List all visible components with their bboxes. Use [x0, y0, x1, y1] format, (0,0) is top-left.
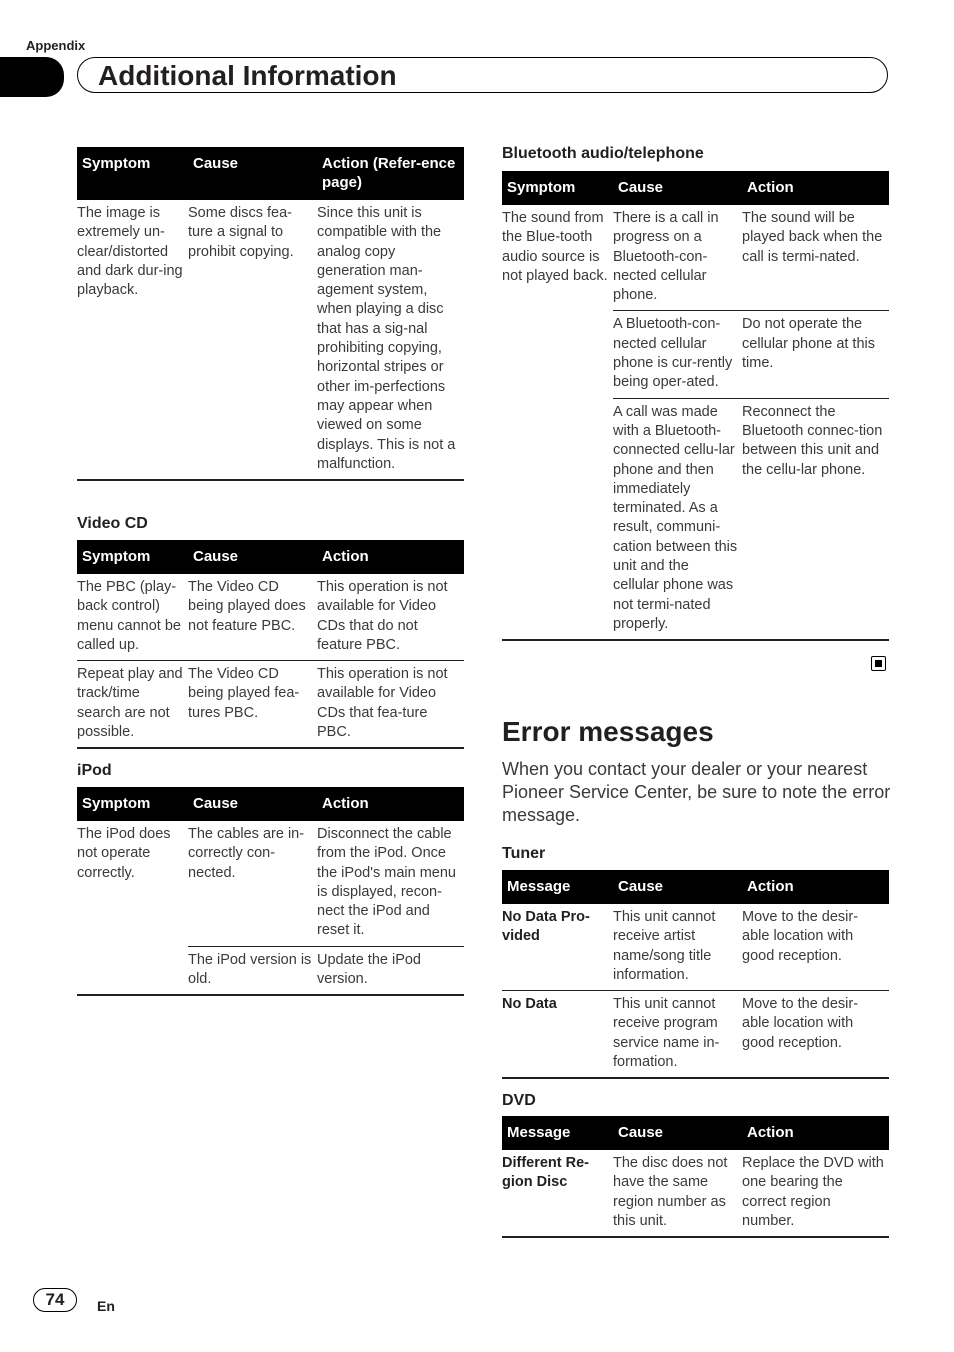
header-action: Action: [317, 787, 464, 821]
action-cell: Move to the desir-able location with good reception.: [742, 909, 859, 964]
dvd-heading: DVD: [502, 1092, 536, 1109]
message-cell: Different Re-gion Disc: [502, 1150, 613, 1237]
cause-cell: The cables are in-correctly con-nected.: [188, 826, 305, 881]
error-messages-title: Error messages: [502, 716, 714, 747]
page-number: 74: [33, 1288, 77, 1312]
table-row: [502, 904, 889, 991]
bluetooth-heading: Bluetooth audio/telephone: [502, 145, 704, 162]
cause-cell: This unit cannot receive program service name in-formation.: [613, 991, 742, 1079]
header-cause: Cause: [188, 540, 317, 574]
symptom-cell: The PBC (play-back control) menu cannot be called up.: [77, 579, 181, 653]
action-cell: Do not operate the cellular phone at this time.: [742, 311, 889, 398]
action-cell: This operation is not available for Video CDs that do not feature PBC.: [317, 579, 448, 653]
action-cell: The sound will be played back when the call is termi-nated.: [742, 210, 883, 265]
dvd-continued-table: [77, 147, 464, 481]
header-action: Action: [742, 1116, 889, 1150]
table-row: [77, 661, 464, 749]
action-cell: Move to the desir-able location with good reception.: [742, 991, 889, 1079]
table-row: [77, 821, 464, 946]
action-cell: Replace the DVD with one bearing the correct region number.: [742, 1150, 889, 1237]
section-tab: [0, 57, 64, 97]
header-symptom: Symptom: [77, 540, 188, 574]
header-cause: Cause: [613, 171, 742, 205]
symptom-cell: The iPod does not operate correctly.: [77, 821, 188, 995]
cause-cell: Some discs fea-ture a signal to prohibit copying.: [188, 200, 317, 480]
header-cause: Cause: [613, 1116, 742, 1150]
symptom-cell: The image is extremely un-clear/distorted and dark dur-ing playback.: [77, 200, 188, 480]
bluetooth-table: [502, 171, 889, 641]
ipod-heading: iPod: [77, 762, 112, 779]
table-row: [502, 991, 889, 1079]
header-cause: Cause: [188, 787, 317, 821]
video-cd-heading: Video CD: [77, 515, 148, 532]
action-cell: This operation is not available for Video CDs that fea-ture PBC.: [317, 661, 464, 749]
symptom-cell: Repeat play and track/time search are not possible.: [77, 661, 188, 749]
video-cd-table: [77, 540, 464, 749]
language-label: En: [97, 1298, 115, 1314]
action-cell: Reconnect the Bluetooth connec-tion between this unit and the cellu-lar phone.: [742, 398, 889, 640]
header-action: Action (Refer-ence page): [317, 147, 464, 200]
message-cell: No Data Pro-vided: [502, 909, 590, 945]
action-cell: Update the iPod version.: [317, 946, 464, 995]
header-symptom: Symptom: [77, 147, 188, 200]
cause-cell: This unit cannot receive artist name/song title information.: [613, 909, 716, 983]
header-action: Action: [317, 540, 464, 574]
table-row: [502, 1150, 889, 1237]
table-row: [77, 574, 464, 661]
table-row: [502, 205, 889, 311]
header-symptom: Symptom: [77, 787, 188, 821]
cause-cell: The disc does not have the same region number as this unit.: [613, 1150, 742, 1237]
header-cause: Cause: [613, 870, 742, 904]
header-symptom: Symptom: [502, 171, 613, 205]
cause-cell: A call was made with a Bluetooth-connected cellu-lar phone and then immediately terminated. As a result, communi-cation between this unit and the cellular phone was not termi-nated properly.: [613, 398, 742, 640]
page-title: Additional Information: [98, 60, 397, 91]
cause-cell: A Bluetooth-con-nected cellular phone is cur-rently being oper-ated.: [613, 311, 742, 398]
header-action: Action: [742, 171, 889, 205]
message-cell: No Data: [502, 991, 613, 1079]
end-of-section-icon: [871, 656, 886, 671]
cause-cell: The Video CD being played fea-tures PBC.: [188, 661, 317, 749]
header-message: Message: [502, 1116, 613, 1150]
header-action: Action: [742, 870, 889, 904]
header-message: Message: [502, 870, 613, 904]
cause-cell: There is a call in progress on a Bluetooth-con-nected cellular phone.: [613, 210, 719, 304]
header-cause: Cause: [188, 147, 317, 200]
action-cell: Since this unit is compatible with the analog copy generation man-agement system, when playing a disc that has a sig-nal prohibiting copying, horizontal stripes or other im-perfections may appear when viewed on some displays. This is not a malfunction.: [317, 200, 464, 480]
cause-cell: The iPod version is old.: [188, 946, 317, 995]
dvd-table: [502, 1116, 889, 1238]
symptom-cell: The sound from the Blue-tooth audio source is not played back.: [502, 205, 613, 640]
action-cell: Disconnect the cable from the iPod. Once the iPod's main menu is displayed, recon-nect the iPod and reset it.: [317, 826, 456, 939]
error-messages-intro: When you contact your dealer or your nearest Pioneer Service Center, be sure to note the error message.: [502, 759, 891, 825]
cause-cell: The Video CD being played does not feature PBC.: [188, 579, 306, 634]
ipod-table: [77, 787, 464, 996]
tuner-table: [502, 870, 889, 1079]
table-row: [77, 200, 464, 480]
section-label: Appendix: [26, 38, 86, 53]
tuner-heading: Tuner: [502, 845, 546, 862]
